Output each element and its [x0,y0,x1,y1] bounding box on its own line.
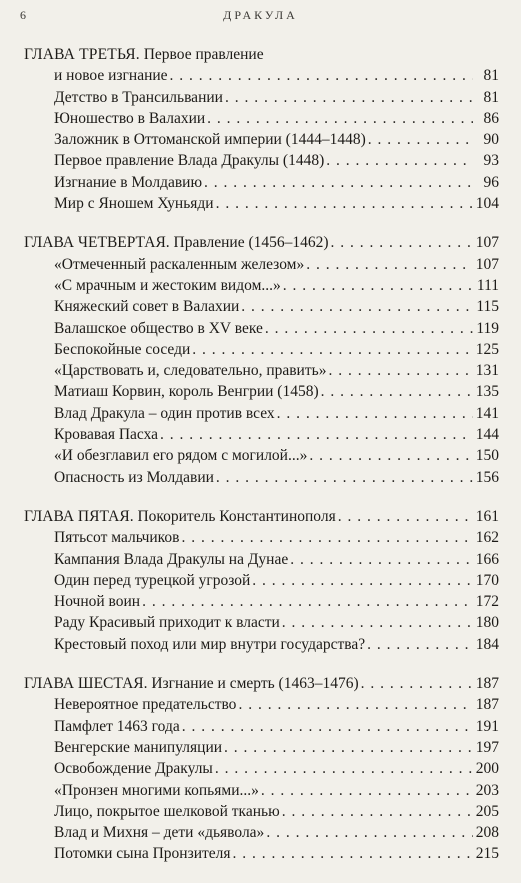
dot-leader [160,424,473,445]
chapter-page: 81 [483,67,499,85]
toc-entry-page: 107 [475,255,499,273]
dot-leader [282,612,473,633]
dot-leader [224,737,473,758]
toc-entry [24,108,499,129]
toc-entry-title: Один перед турецкой угрозой [54,571,251,589]
toc-entry [24,822,499,843]
toc-entry [24,150,499,171]
dot-leader [309,445,473,466]
toc-entry-title: «И обезглавил его рядом с могилой...» [54,447,308,465]
dot-leader [142,591,473,612]
toc-entry-page: 93 [483,152,499,170]
toc-entry-page: 197 [475,738,499,756]
toc-entry-page: 200 [475,760,499,778]
dot-leader [192,339,473,360]
toc-entry-page: 187 [475,696,499,714]
toc-entry-title: «Царствовать и, следовательно, править» [54,362,327,380]
dot-leader [338,506,473,527]
toc-entry-page: 166 [475,550,499,568]
toc-entry-title: Кровавая Пасха [54,426,159,444]
toc-entry-page: 131 [475,362,499,380]
toc-entry-page: 170 [475,571,499,589]
toc-entry [24,360,499,381]
toc-entry-title: Лицо, покрытое шелковой тканью [54,802,280,820]
dot-leader [326,150,473,171]
dot-leader [368,129,473,150]
chapter-title-continued: и новое изгнание [54,67,168,85]
dot-leader [265,318,473,339]
toc-entry-title: Беспокойные соседи [54,340,191,358]
toc-entry [24,716,499,737]
toc-entry [24,527,499,548]
chapter-title: Изгнание и смерть (1463–1476) [151,675,359,693]
toc-entry [24,801,499,822]
chapter-4 [24,232,499,488]
toc-entry-title: Первое правление Влада Дракулы (1448) [54,152,325,170]
toc-entry-title: Валашское общество в XV веке [54,319,263,337]
chapter-label: ГЛАВА ПЯТАЯ. [24,507,134,525]
toc-entry [24,193,499,214]
toc-entry-page: 81 [483,88,499,106]
toc-entry-page: 205 [475,802,499,820]
toc-entry-title: Мир с Яношем Хуньяди [54,195,214,213]
toc-entry-title: Крестовый поход или мир внутри государства? [54,635,366,653]
toc-entry-title: Раду Красивый приходит к власти [54,614,280,632]
dot-leader [277,403,473,424]
toc-entry-page: 203 [475,781,499,799]
dot-leader [282,801,473,822]
toc-entry-title: «Отмеченный раскаленным железом» [54,255,305,273]
chapter-label: ГЛАВА ЧЕТВЕРТАЯ. [24,234,170,252]
dot-leader [216,193,473,214]
toc-entry-page: 135 [475,383,499,401]
toc-entry-page: 180 [475,614,499,632]
toc-entry [24,275,499,296]
running-title: ДРАКУЛА [223,8,298,22]
toc-entry-page: 141 [475,404,499,422]
chapter-page: 161 [475,507,499,525]
dot-leader [181,527,473,548]
toc-entry-title: Невероятное предательство [54,696,237,714]
chapter-label: ГЛАВА ТРЕТЬЯ. [24,46,140,63]
chapter-label: ГЛАВА ШЕСТАЯ. [24,675,148,693]
chapter-5 [24,506,499,655]
toc-entry-title: Пятьсот мальчиков [54,529,180,547]
chapter-heading [24,232,499,253]
toc-entry [24,254,499,275]
toc-entry-page: 150 [475,447,499,465]
toc-entry-title: Ночной воин [54,593,141,611]
toc-entry [24,612,499,633]
toc-entry [24,780,499,801]
chapter-page: 187 [475,675,499,693]
dot-leader [367,634,473,655]
toc-entry-page: 162 [475,529,499,547]
toc-entry-page: 119 [476,319,499,337]
dot-leader [238,694,473,715]
toc-entry-title: Юношество в Валахии [54,109,206,127]
dot-leader [241,296,473,317]
toc-entry [24,403,499,424]
chapter-page: 107 [475,234,499,252]
toc-entry [24,381,499,402]
toc-entry-page: 172 [475,593,499,611]
toc-entry-title: Кампания Влада Дракулы на Дунае [54,550,289,568]
toc-entry [24,445,499,466]
toc-entry [24,758,499,779]
toc-entry [24,843,499,864]
toc-entry-page: 104 [475,195,499,213]
toc-entry [24,129,499,150]
dot-leader [216,467,473,488]
toc-entry-title: Детство в Трансильвании [54,88,223,106]
toc-entry [24,737,499,758]
toc-entry [24,339,499,360]
dot-leader [252,570,473,591]
chapter-title: Правление (1456–1462) [173,234,329,252]
toc-entry [24,172,499,193]
dot-leader [261,780,473,801]
table-of-contents [24,44,499,883]
toc-entry-title: «Пронзен многими копьями...» [54,781,259,799]
chapter-heading [24,673,499,694]
toc-entry-page: 156 [475,468,499,486]
toc-entry-page: 90 [483,131,499,149]
chapter-heading-continued [24,65,499,86]
toc-entry-title: Заложник в Оттоманской империи (1444–1448) [54,131,366,149]
dot-leader [331,232,473,253]
dot-leader [321,381,473,402]
toc-entry [24,570,499,591]
chapter-title: Первое правление [143,46,264,63]
toc-entry-page: 144 [475,426,499,444]
toc-entry-page: 125 [475,340,499,358]
toc-entry-title: Влад и Михня – дети «дьявола» [54,824,265,842]
dot-leader [290,549,473,570]
dot-leader [225,87,473,108]
chapter-heading [24,506,499,527]
toc-entry-title: Княжеский совет в Валахии [54,298,240,316]
toc-entry-page: 191 [475,717,499,735]
toc-entry-title: «С мрачным и жестоким видом...» [54,276,281,294]
chapter-6 [24,673,499,865]
toc-entry-page: 86 [483,109,499,127]
toc-entry-page: 115 [476,298,499,316]
toc-entry-page: 215 [475,845,499,863]
toc-entry [24,549,499,570]
dot-leader [306,254,473,275]
dot-leader [182,716,473,737]
dot-leader [204,172,473,193]
toc-entry [24,591,499,612]
toc-entry-page: 184 [475,635,499,653]
chapter-3 [24,44,499,214]
dot-leader [266,822,473,843]
toc-entry-title: Матиаш Корвин, король Венгрии (1458) [54,383,319,401]
toc-entry-page: 208 [475,824,499,842]
chapter-title: Покоритель Константинополя [137,507,336,525]
toc-entry-title: Освобождение Дракулы [54,760,213,778]
dot-leader [361,673,473,694]
toc-entry-page: 111 [476,276,499,294]
toc-entry [24,318,499,339]
toc-entry [24,634,499,655]
toc-entry-title: Изгнание в Молдавию [54,173,203,191]
page-number: 6 [20,8,26,22]
toc-entry-title: Венгерские манипуляции [54,738,223,756]
toc-entry-page: 96 [483,173,499,191]
dot-leader [215,758,473,779]
toc-entry-title: Влад Дракула – один против всех [54,404,275,422]
dot-leader [283,275,473,296]
dot-leader [170,65,473,86]
toc-entry-title: Потомки сына Пронзителя [54,845,231,863]
dot-leader [207,108,473,129]
toc-entry [24,694,499,715]
toc-entry [24,424,499,445]
toc-entry-title: Памфлет 1463 года [54,717,180,735]
dot-leader [328,360,473,381]
toc-entry [24,87,499,108]
toc-entry-title: Опасность из Молдавии [54,468,214,486]
toc-entry [24,467,499,488]
dot-leader [233,843,473,864]
toc-entry [24,296,499,317]
chapter-heading [24,44,499,65]
